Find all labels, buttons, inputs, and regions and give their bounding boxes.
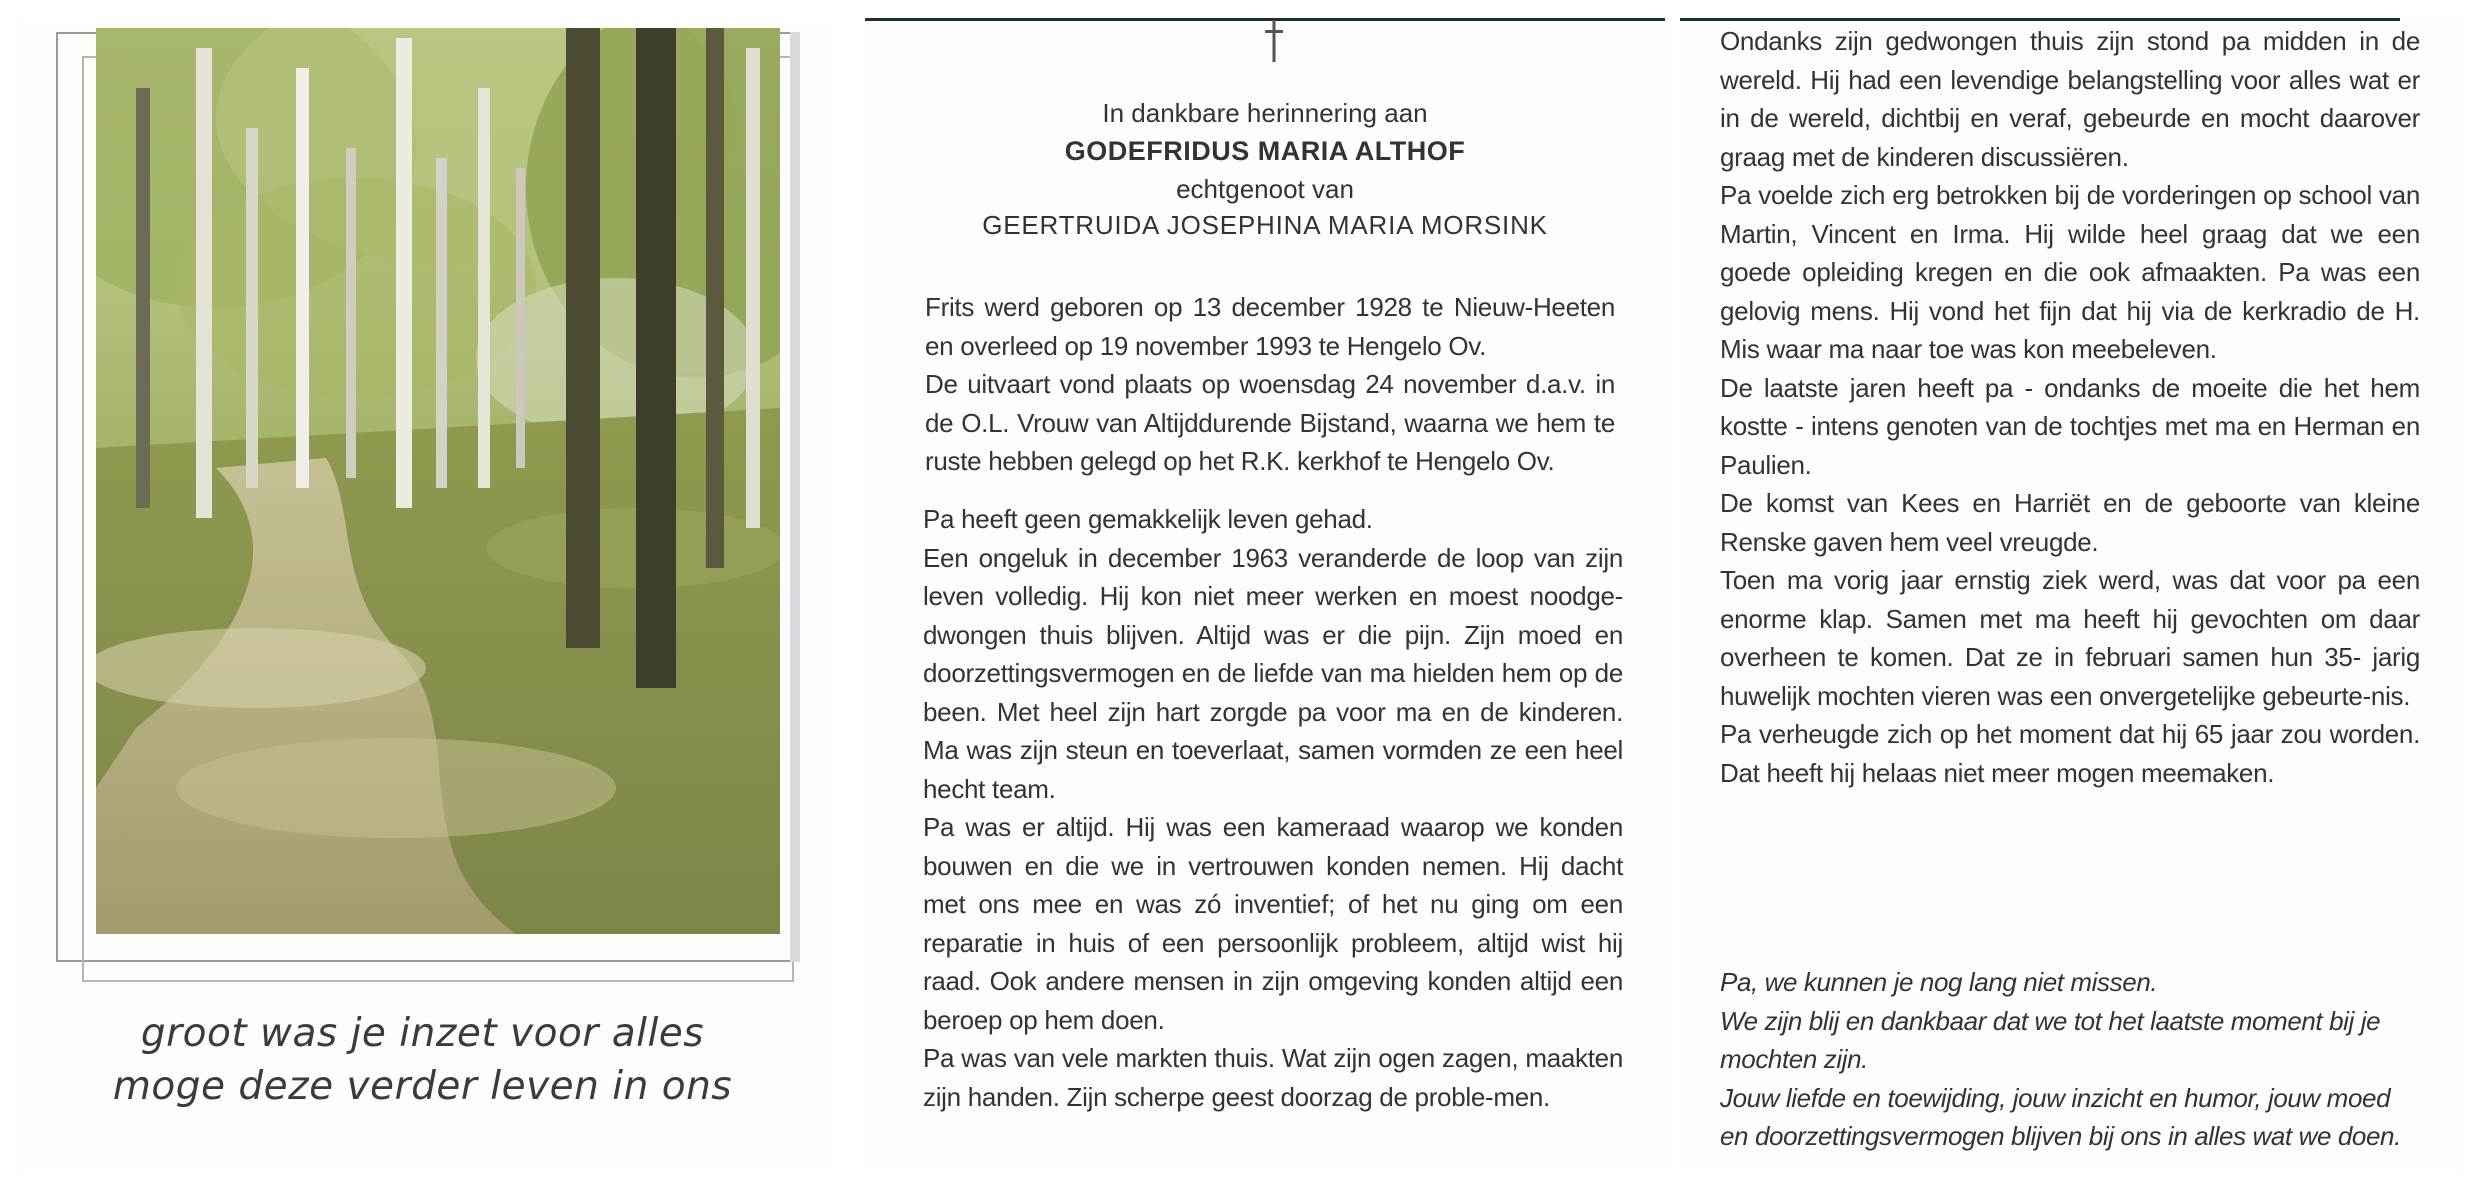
life-story-continued <box>1720 22 2420 792</box>
story-paragraph: Pa verheugde zich op het moment dat hij 65 jaar zou worden. Dat heeft hij helaas niet meer mogen meemaken. <box>1720 719 2420 788</box>
life-story-text <box>923 500 1623 1116</box>
deceased-name: GODEFRIDUS MARIA ALTHOF <box>1064 136 1466 166</box>
photo-frame-bar <box>790 32 800 962</box>
front-panel <box>20 22 825 1172</box>
story-paragraph: De komst van Kees en Harriët en de geboorte van kleine Renske gaven hem veel vreugde. <box>1720 488 2420 557</box>
cross-icon <box>1262 18 1286 64</box>
birth-death-paragraph: Frits werd geboren op 13 december 1928 te Nieuw-Heeten en overleed op 19 november 1993 te Hengelo Ov. <box>925 292 1615 361</box>
story-paragraph: Pa was er altijd. Hij was een kameraad waarop we konden bouwen en die we in vertrouwen konden nemen. Hij dacht met ons mee en was zó inventief; of het nu ging om een reparatie in huis of een persoonlijk probleem, altijd wist hij raad. Ook andere mensen in zijn omgeving konden altijd een beroep op hem doen. <box>923 812 1623 1035</box>
story-paragraph: Toen ma vorig jaar ernstig ziek werd, was dat voor pa een enorme klap. Samen met ma heeft hij gevochten om daar overheen te komen. Dat ze in februari samen hun 35- jarig huwelijk mochten vieren was een onvergetelijke gebeurte-nis. <box>1720 565 2420 711</box>
life-dates-text <box>925 288 1615 481</box>
forest-path-illustration <box>96 28 780 934</box>
top-rule <box>1680 18 2400 21</box>
spouse-relation: echtgenoot van <box>1176 174 1354 204</box>
memorial-tagline <box>20 1007 825 1113</box>
closing-line: Pa, we kunnen je nog lang niet missen. <box>1720 967 2158 997</box>
story-paragraph: Een ongeluk in december 1963 veranderde de loop van zijn leven volledig. Hij kon niet meer werken en moest noodge-dwongen thuis blijven. Altijd was er die pijn. Zijn moed en doorzettingsvermogen en de liefde van ma hielden hem op de been. Met heel zijn hart zorgde pa voor ma en de kinderen. Ma was zijn steun en toeverlaat, samen vormden ze een heel hecht team. <box>923 542 1623 804</box>
closing-line: We zijn blij en dankbaar dat we tot het laatste moment bij je mochten zijn. <box>1720 1005 2381 1074</box>
remembrance-line: In dankbare herinnering aan <box>1102 98 1428 128</box>
story-paragraph: Pa was van vele markten thuis. Wat zijn ogen zagen, maakten zijn handen. Zijn scherpe geest doorzag de proble-men. <box>923 1043 1623 1112</box>
closing-line: Jouw liefde en toewijding, jouw inzicht en humor, jouw moed en doorzettingsvermogen blijven bij ons in alles wat we doen. <box>1720 1082 2401 1151</box>
story-paragraph: Ondanks zijn gedwongen thuis zijn stond pa midden in de wereld. Hij had een levendige belangstelling voor alles wat er in de wereld, dichtbij en veraf, gebeurde en mocht daarover graag met de kinderen discussiëren. <box>1720 26 2420 172</box>
funeral-paragraph: De uitvaart vond plaats op woensdag 24 november d.a.v. in de O.L. Vrouw van Altijddurende Bijstand, waarna we hem te ruste hebben gelegd op het R.K. kerkhof te Hengelo Ov. <box>925 369 1615 476</box>
tagline-line-1: groot was je inzet voor alles <box>140 1011 705 1056</box>
spouse-name: GEERTRUIDA JOSEPHINA MARIA MORSINK <box>982 210 1548 240</box>
story-paragraph: Pa heeft geen gemakkelijk leven gehad. <box>923 504 1373 534</box>
story-paragraph: De laatste jaren heeft pa - ondanks de moeite die het hem kostte - intens genoten van de tochtjes met ma en Herman en Paulien. <box>1720 372 2420 480</box>
inside-left-panel <box>865 18 1665 1173</box>
story-paragraph: Pa voelde zich erg betrokken bij de vorderingen op school van Martin, Vincent en Irma. Hij wilde heel graag dat we een goede opleiding kregen en die ook afmaakten. Pa was een gelovig mens. Hij vond het fijn dat hij via de kerkradio de H. Mis waar ma naar toe was kon meebeleven. <box>1720 180 2420 364</box>
closing-words <box>1720 963 2420 1156</box>
tagline-line-2: moge deze verder leven in ons <box>112 1064 733 1109</box>
forest-path-photo <box>96 28 780 934</box>
inside-right-panel <box>1680 18 2460 1173</box>
